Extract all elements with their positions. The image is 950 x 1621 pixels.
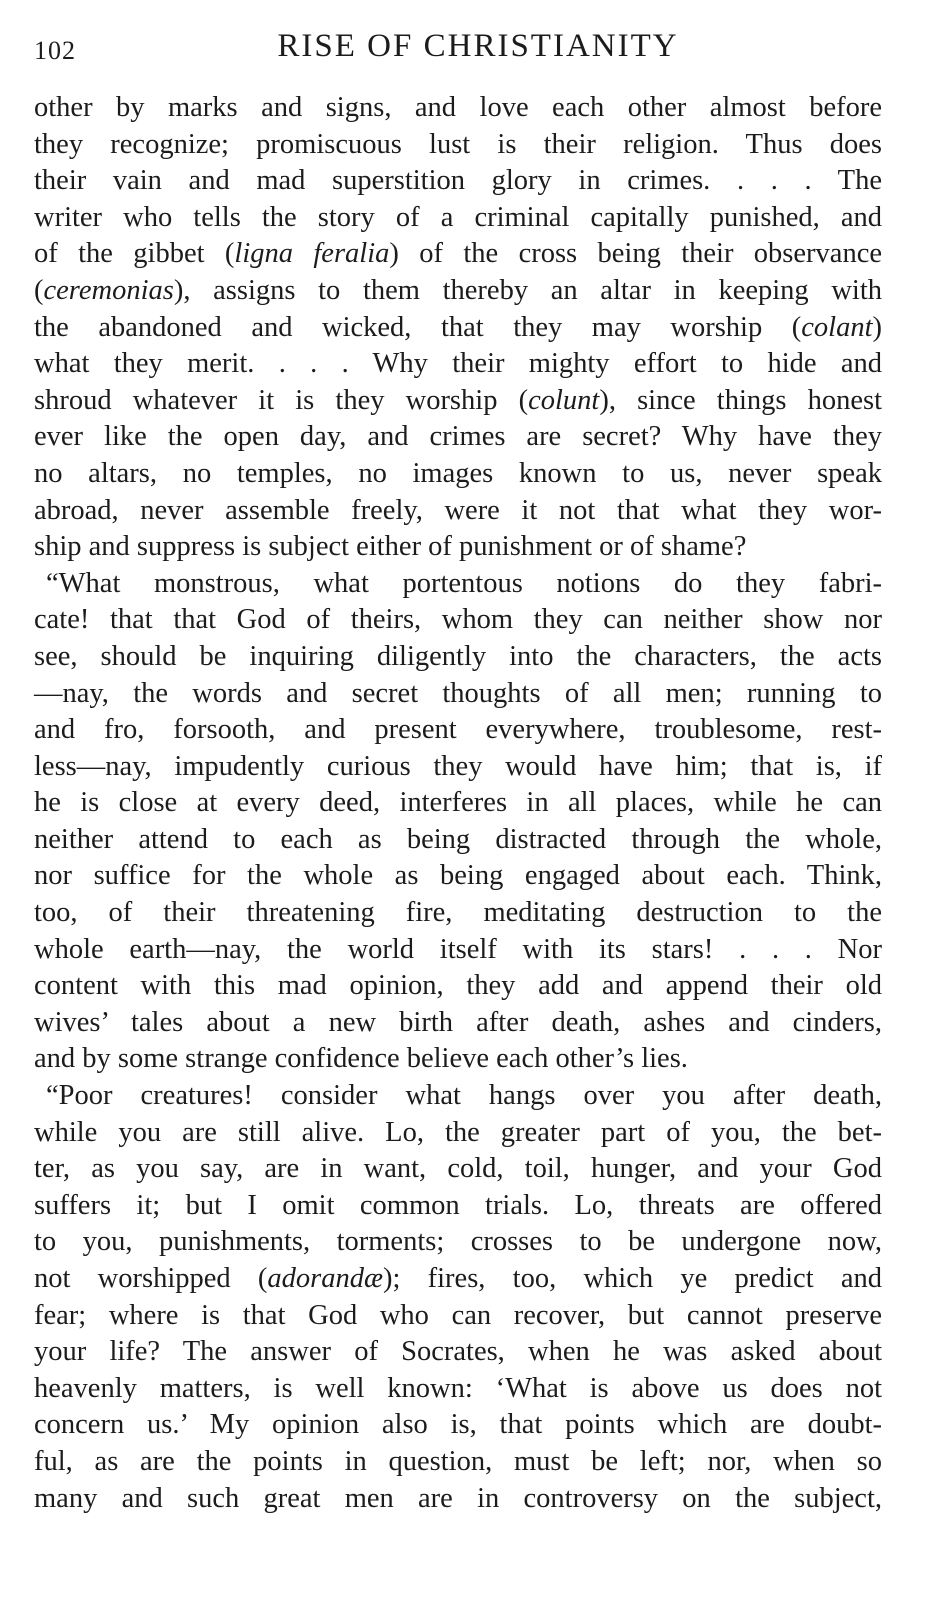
text-line: ful, as are the points in question, must be left; nor, when so [34, 1445, 882, 1477]
text-line: abroad, never assemble freely, were it not that what they wor- [34, 494, 882, 526]
text-line: they recognize; promiscuous lust is their religion. Thus does [34, 128, 882, 160]
text-line: ship and suppress is subject either of punishment or of shame? [34, 531, 747, 563]
running-head [34, 24, 882, 76]
text-line: cate! that that God of theirs, whom they can neither show nor [34, 604, 882, 636]
paragraph [34, 1078, 882, 1517]
text-line: content with this mad opinion, they add and append their old [34, 970, 882, 1002]
text-line: concern us.’ My opinion also is, that points which are doubt- [34, 1409, 882, 1441]
text-line: ter, as you say, are in want, cold, toil, hunger, and your God [34, 1153, 882, 1185]
body-text [34, 90, 882, 1517]
text-line: your life? The answer of Socrates, when he was asked about [34, 1336, 882, 1368]
page-number: 102 [34, 36, 76, 65]
text-line: and fro, forsooth, and present everywhere, troublesome, rest- [34, 714, 882, 746]
text-line: nor suffice for the whole as being engaged about each. Think, [34, 860, 882, 892]
italic-term: ceremonias [43, 274, 174, 306]
text-line: —nay, the words and secret thoughts of all men; running to [34, 677, 882, 709]
text-line: see, should be inquiring diligently into the characters, the acts [34, 640, 882, 672]
paragraph [34, 90, 882, 566]
italic-term: colant [801, 311, 873, 343]
text-line: heavenly matters, is well known: ‘What is above us does not [34, 1372, 882, 1404]
running-title: RISE OF CHRISTIANITY [277, 28, 679, 64]
text-line: of the gibbet (ligna feralia) of the cross being their observance [34, 238, 882, 270]
text-line: neither attend to each as being distracted through the whole, [34, 823, 882, 855]
text-line: to you, punishments, torments; crosses to be undergone now, [34, 1226, 882, 1258]
text-line: other by marks and signs, and love each other almost before [34, 92, 882, 123]
italic-term: colunt [528, 384, 600, 416]
text-line: and by some strange confidence believe each other’s lies. [34, 1043, 688, 1075]
text-line: writer who tells the story of a criminal capitally punished, and [34, 201, 882, 233]
text-line: he is close at every deed, interferes in all places, while he can [34, 787, 882, 819]
text-line: suffers it; but I omit common trials. Lo, threats are offered [34, 1189, 882, 1221]
text-line: what they merit. . . . Why their mighty effort to hide and [34, 348, 882, 380]
text-line: too, of their threatening fire, meditating destruction to the [34, 897, 882, 929]
text-line: their vain and mad superstition glory in crimes. . . . The [34, 165, 882, 197]
text-line: fear; where is that God who can recover, but cannot preserve [34, 1299, 882, 1331]
text-line: wives’ tales about a new birth after death, ashes and cinders, [34, 1006, 882, 1038]
text-line: (ceremonias), assigns to them thereby an altar in keeping with [34, 274, 882, 306]
text-line: the abandoned and wicked, that they may worship (colant) [34, 311, 882, 343]
book-page [34, 24, 882, 1517]
text-line: “What monstrous, what portentous notions do they fabri- [46, 567, 882, 599]
text-line: ever like the open day, and crimes are secret? Why have they [34, 421, 882, 453]
italic-term: adorandæ [267, 1263, 383, 1294]
text-line: shroud whatever it is they worship (colunt), since things honest [34, 384, 882, 416]
text-line: many and such great men are in controversy on the subject, [34, 1482, 882, 1514]
text-line: “Poor creatures! consider what hangs over you after death, [46, 1080, 882, 1112]
text-line: less—nay, impudently curious they would have him; that is, if [34, 750, 882, 782]
text-line: while you are still alive. Lo, the greater part of you, the bet- [34, 1116, 882, 1148]
italic-term: ligna feralia [234, 238, 390, 270]
paragraph [34, 566, 882, 1078]
text-line: whole earth—nay, the world itself with its stars! . . . Nor [34, 933, 882, 965]
text-line: not worshipped (adorandæ); fires, too, which ye predict and [34, 1263, 883, 1294]
text-line: no altars, no temples, no images known to us, never speak [34, 457, 882, 489]
